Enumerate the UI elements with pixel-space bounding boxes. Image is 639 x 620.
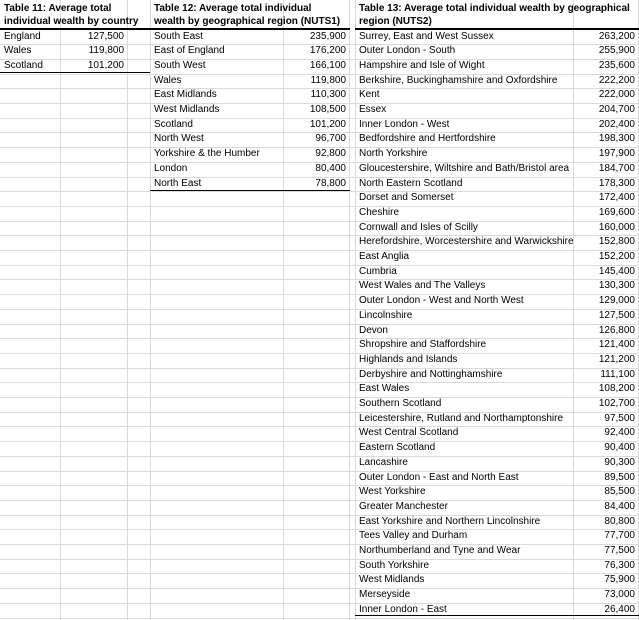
wealth-value-cell[interactable]: 85,500 xyxy=(604,486,635,498)
grid-row-line xyxy=(0,382,639,383)
grid-row-line xyxy=(0,515,639,516)
table13-bottom-border xyxy=(355,615,639,616)
wealth-value-cell[interactable]: 77,700 xyxy=(604,530,635,542)
grid-row-line xyxy=(0,324,639,325)
table13-title-line2: region (NUTS2) xyxy=(359,15,432,27)
table11-title xyxy=(4,3,138,28)
region-name-cell[interactable]: East Anglia xyxy=(359,251,410,262)
region-name-cell[interactable]: East Midlands xyxy=(154,89,217,101)
wealth-value-cell[interactable]: 73,000 xyxy=(604,589,635,601)
grid-row-line xyxy=(0,529,639,530)
grid-column-line xyxy=(355,0,356,620)
region-name-cell[interactable]: Dorset and Somerset xyxy=(359,192,454,204)
region-name-cell[interactable]: West Midlands xyxy=(154,104,220,115)
wealth-value-cell[interactable]: 178,300 xyxy=(598,177,635,189)
region-name-cell[interactable]: Leicestershire, Rutland and Northamptonshire xyxy=(359,412,563,424)
grid-row-line xyxy=(0,441,639,442)
region-name-cell[interactable]: South Yorkshire xyxy=(359,559,430,571)
region-name-cell[interactable]: Outer London - South xyxy=(359,45,456,57)
wealth-value-cell[interactable]: 184,700 xyxy=(598,162,635,174)
wealth-value-cell[interactable]: 127,500 xyxy=(598,309,635,321)
wealth-value-cell[interactable]: 92,800 xyxy=(315,148,346,160)
region-name-cell[interactable]: Scotland xyxy=(154,118,193,130)
region-name-cell[interactable]: Kent xyxy=(359,89,380,101)
region-name-cell[interactable]: East of England xyxy=(154,45,225,57)
region-name-cell[interactable]: North East xyxy=(154,177,202,189)
region-name-cell[interactable]: Bedfordshire and Hertfordshire xyxy=(359,133,496,145)
wealth-value-cell[interactable]: 75,900 xyxy=(604,574,635,586)
region-name-cell[interactable]: East Wales xyxy=(359,383,410,395)
grid-row-line xyxy=(0,250,639,251)
wealth-value-cell[interactable]: 80,800 xyxy=(604,515,635,527)
grid-row-line xyxy=(0,397,639,398)
region-name-cell[interactable]: East Yorkshire and Northern Lincolnshire xyxy=(359,515,541,527)
region-name-cell[interactable]: Northumberland and Tyne and Wear xyxy=(359,545,521,556)
wealth-value-cell[interactable]: 145,400 xyxy=(598,265,635,277)
region-name-cell[interactable]: West Midlands xyxy=(359,574,425,586)
wealth-value-cell[interactable]: 263,200 xyxy=(598,30,635,42)
region-name-cell[interactable]: Gloucestershire, Wiltshire and Bath/Bristol area xyxy=(359,162,570,174)
region-name-cell[interactable]: Outer London - West and North West xyxy=(359,295,524,307)
region-name-cell[interactable]: London xyxy=(154,162,188,174)
wealth-value-cell[interactable]: 110,300 xyxy=(310,89,346,101)
wealth-value-cell[interactable]: 169,600 xyxy=(598,206,635,218)
wealth-value-cell[interactable]: 101,200 xyxy=(309,118,346,130)
wealth-value-cell[interactable]: 119,800 xyxy=(310,74,346,86)
wealth-value-cell[interactable]: 121,200 xyxy=(598,353,635,365)
grid-row-line xyxy=(0,471,639,472)
grid-row-line xyxy=(0,279,639,280)
table13-title xyxy=(359,3,630,28)
region-name-cell[interactable]: Cumbria xyxy=(359,265,397,277)
grid-row-line xyxy=(0,588,639,589)
wealth-value-cell[interactable]: 111,100 xyxy=(600,368,635,380)
wealth-value-cell[interactable]: 108,200 xyxy=(598,383,635,395)
region-name-cell[interactable]: West Yorkshire xyxy=(359,486,426,498)
wealth-value-cell[interactable]: 96,700 xyxy=(315,133,346,145)
grid-row-line xyxy=(0,206,639,207)
grid-row-line xyxy=(0,573,639,574)
table11-title-line1: Table 11: Average total xyxy=(4,3,112,14)
wealth-value-cell[interactable]: 235,600 xyxy=(598,59,635,71)
region-name-cell[interactable]: Southern Scotland xyxy=(359,398,442,409)
wealth-value-cell[interactable]: 92,400 xyxy=(604,427,635,439)
region-name-cell[interactable]: North Eastern Scotland xyxy=(359,177,463,189)
wealth-value-cell[interactable]: 90,400 xyxy=(604,442,635,454)
wealth-value-cell[interactable]: 126,800 xyxy=(598,324,635,336)
wealth-value-cell[interactable]: 197,900 xyxy=(598,148,635,160)
region-name-cell[interactable]: Inner London - West xyxy=(359,118,450,130)
region-name-cell[interactable]: Berkshire, Buckinghamshire and Oxfordshire xyxy=(359,74,558,86)
wealth-value-cell[interactable]: 152,800 xyxy=(598,236,635,248)
region-name-cell[interactable]: Derbyshire and Nottinghamshire xyxy=(359,368,503,380)
wealth-value-cell[interactable]: 121,400 xyxy=(598,339,635,351)
region-name-cell[interactable]: Wales xyxy=(154,74,182,86)
grid-row-line xyxy=(0,500,639,501)
region-name-cell[interactable]: North West xyxy=(154,133,204,145)
region-name-cell[interactable]: Surrey, East and West Sussex xyxy=(359,30,494,42)
grid-row-line xyxy=(0,544,639,545)
table12-title xyxy=(154,3,340,28)
region-name-cell[interactable]: Lancashire xyxy=(359,456,408,468)
table12-title-line1: Table 12: Average total individual xyxy=(154,3,312,14)
wealth-value-cell[interactable]: 166,100 xyxy=(309,59,346,71)
wealth-value-cell[interactable]: 119,800 xyxy=(88,45,124,57)
wealth-value-cell[interactable]: 204,700 xyxy=(598,104,635,115)
region-name-cell[interactable]: Eastern Scotland xyxy=(359,442,436,454)
region-name-cell[interactable]: South East xyxy=(154,30,203,42)
wealth-value-cell[interactable]: 76,300 xyxy=(604,559,635,571)
grid-row-line xyxy=(0,221,639,222)
wealth-value-cell[interactable]: 235,900 xyxy=(309,30,346,42)
table12-bottom-border xyxy=(150,190,350,191)
wealth-value-cell[interactable]: 77,500 xyxy=(604,545,635,556)
region-name-cell[interactable]: Lincolnshire xyxy=(359,309,413,321)
grid-column-line xyxy=(349,0,350,620)
wealth-value-cell[interactable]: 130,300 xyxy=(598,280,635,292)
grid-row-line xyxy=(0,353,639,354)
region-name-cell[interactable]: Cornwall and Isles of Scilly xyxy=(359,221,478,233)
table12-title-line2: wealth by geographical region (NUTS1) xyxy=(154,15,341,27)
table13-title-line1: Table 13: Average total individual wealth by geographical xyxy=(359,3,630,14)
region-name-cell[interactable]: North Yorkshire xyxy=(359,148,428,160)
wealth-value-cell[interactable]: 84,400 xyxy=(604,500,635,512)
wealth-value-cell[interactable]: 152,200 xyxy=(598,251,635,262)
wealth-value-cell[interactable]: 90,300 xyxy=(604,456,635,468)
region-name-cell[interactable]: Cheshire xyxy=(359,206,400,218)
table11-title-line2: individual wealth by country xyxy=(4,15,139,27)
wealth-value-cell[interactable]: 198,300 xyxy=(598,133,635,145)
region-name-cell[interactable]: West Wales and The Valleys xyxy=(359,280,486,292)
region-name-cell[interactable]: Yorkshire & the Humber xyxy=(154,148,260,160)
wealth-value-cell[interactable]: 127,500 xyxy=(87,30,124,42)
grid-row-line xyxy=(0,338,639,339)
table11-bottom-border xyxy=(0,72,150,73)
grid-row-line xyxy=(0,265,639,266)
grid-column-line xyxy=(150,0,151,620)
region-name-cell[interactable]: Inner London - East xyxy=(359,603,447,615)
wealth-value-cell[interactable]: 129,000 xyxy=(598,295,635,307)
grid-column-line xyxy=(60,0,61,620)
region-name-cell[interactable]: England xyxy=(4,30,41,42)
grid-row-line xyxy=(0,368,639,369)
grid-row-line xyxy=(0,618,639,619)
wealth-value-cell[interactable]: 78,800 xyxy=(315,177,346,189)
region-name-cell[interactable]: Scotland xyxy=(4,59,43,71)
grid-column-line xyxy=(127,0,128,620)
region-name-cell[interactable]: South West xyxy=(154,59,206,71)
grid-row-line xyxy=(0,603,639,604)
region-name-cell[interactable]: Outer London - East and North East xyxy=(359,471,519,483)
grid-row-line xyxy=(0,309,639,310)
wealth-value-cell[interactable]: 89,500 xyxy=(604,471,635,483)
region-name-cell[interactable]: Essex xyxy=(359,104,387,115)
grid-row-line xyxy=(0,559,639,560)
wealth-value-cell[interactable]: 255,900 xyxy=(598,45,635,57)
region-name-cell[interactable]: Merseyside xyxy=(359,589,411,601)
grid-row-line xyxy=(0,456,639,457)
wealth-value-cell[interactable]: 108,500 xyxy=(309,104,346,115)
region-name-cell[interactable]: West Central Scotland xyxy=(359,427,459,439)
wealth-value-cell[interactable]: 176,200 xyxy=(309,45,346,57)
region-name-cell[interactable]: Tees Valley and Durham xyxy=(359,530,468,542)
region-name-cell[interactable]: Greater Manchester xyxy=(359,500,448,512)
wealth-value-cell[interactable]: 102,700 xyxy=(598,398,635,409)
wealth-value-cell[interactable]: 97,500 xyxy=(604,412,635,424)
region-name-cell[interactable]: Wales xyxy=(4,45,32,57)
wealth-value-cell[interactable]: 160,000 xyxy=(598,221,635,233)
region-name-cell[interactable]: Devon xyxy=(359,324,388,336)
wealth-value-cell[interactable]: 222,000 xyxy=(598,89,635,101)
region-name-cell[interactable]: Shropshire and Staffordshire xyxy=(359,339,487,351)
wealth-value-cell[interactable]: 101,200 xyxy=(87,59,124,71)
grid-row-line xyxy=(0,294,639,295)
wealth-value-cell[interactable]: 222,200 xyxy=(598,74,635,86)
grid-row-line xyxy=(0,485,639,486)
wealth-value-cell[interactable]: 80,400 xyxy=(315,162,346,174)
region-name-cell[interactable]: Hampshire and Isle of Wight xyxy=(359,59,485,71)
wealth-value-cell[interactable]: 202,400 xyxy=(598,118,635,130)
wealth-value-cell[interactable]: 172,400 xyxy=(598,192,635,204)
region-name-cell[interactable]: Herefordshire, Worcestershire and Warwickshire xyxy=(359,236,574,248)
region-name-cell[interactable]: Highlands and Islands xyxy=(359,353,458,365)
wealth-value-cell[interactable]: 26,400 xyxy=(604,603,635,615)
